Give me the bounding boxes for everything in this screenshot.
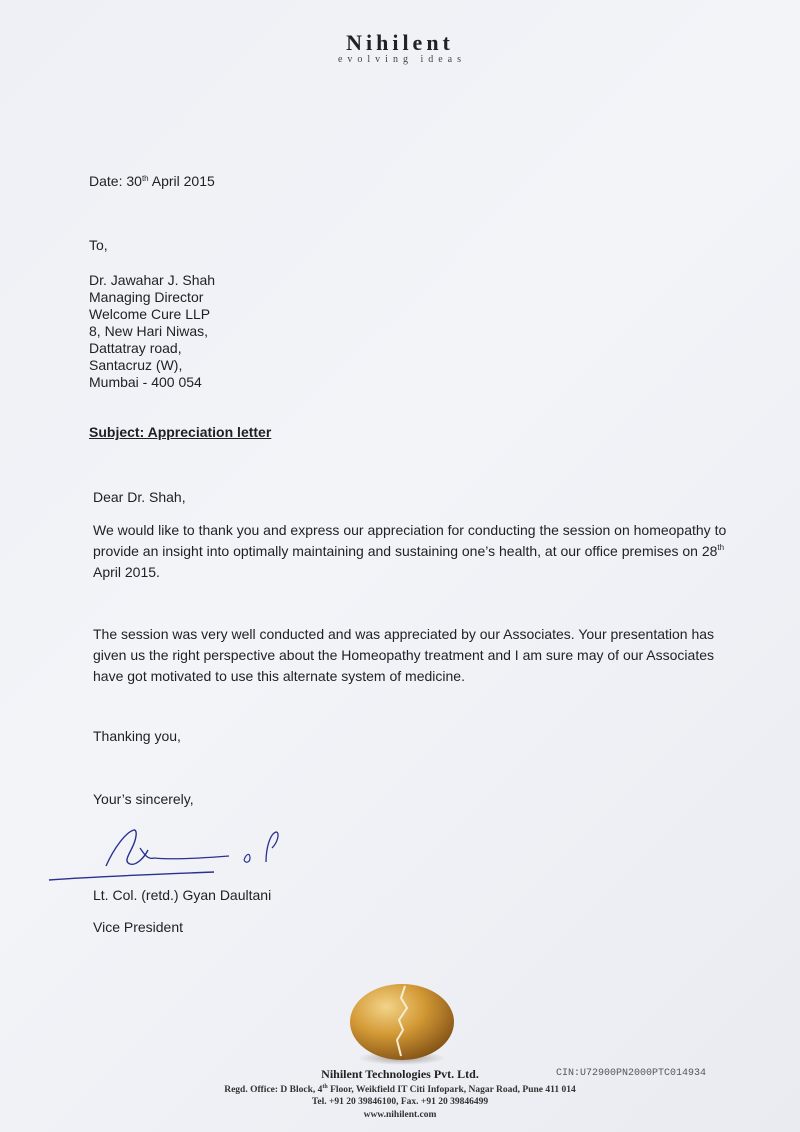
- address-line: Mumbai - 400 054: [89, 374, 202, 390]
- recipient-to: To,: [89, 237, 108, 253]
- letter-date: Date: 30th April 2015: [89, 173, 215, 189]
- signer-title: Vice President: [93, 919, 184, 935]
- footer-company-name: Nihilent Technologies Pvt. Ltd.: [321, 1067, 479, 1081]
- footer-phone-fax: Tel. +91 20 39846100, Fax. +91 20 39846499: [311, 1097, 489, 1107]
- address-line: Santacruz (W),: [89, 357, 183, 373]
- sign-off: Your’s sincerely,: [93, 791, 194, 807]
- body-paragraph-2: The session was very well conducted and was appreciated by our Associates. Your presentation has given us the right perspective about the Homeopathy treatment and I am sure may of our Associates have got motivated to use this alternate system of medicine.: [93, 626, 715, 684]
- salutation: Dear Dr. Shah,: [93, 489, 186, 505]
- brand-tagline: evolving ideas: [337, 54, 467, 65]
- footer-website: www.nihilent.com: [363, 1110, 437, 1120]
- address-line: Welcome Cure LLP: [89, 306, 211, 322]
- signer-name: Lt. Col. (retd.) Gyan Daultani: [93, 887, 272, 903]
- footer-office-address: Regd. Office: D Block, 4th Floor, Weikfield IT Citi Infopark, Nagar Road, Pune 411 014: [224, 1084, 576, 1096]
- signature: [44, 818, 294, 888]
- footer-cin: CIN:U72900PN2000PTC014934: [556, 1068, 707, 1079]
- brand-name: Nihilent: [346, 30, 454, 55]
- recipient-address: [89, 272, 215, 391]
- address-line: 8, New Hari Niwas,: [89, 323, 209, 339]
- body-paragraph-1: We would like to thank you and express our appreciation for conducting the session on homeopathy to provide an insight into optimally maintaining and sustaining one’s health, at our office premises on 28th April 2015.: [93, 522, 727, 580]
- address-line: Dr. Jawahar J. Shah: [89, 272, 216, 288]
- address-line: Dattatray road,: [89, 340, 182, 356]
- closing-thanks: Thanking you,: [93, 728, 181, 744]
- egg-logo-icon: [347, 978, 457, 1068]
- address-line: Managing Director: [89, 289, 204, 305]
- subject-line: Subject: Appreciation letter: [89, 424, 272, 440]
- letterhead: [0, 30, 800, 65]
